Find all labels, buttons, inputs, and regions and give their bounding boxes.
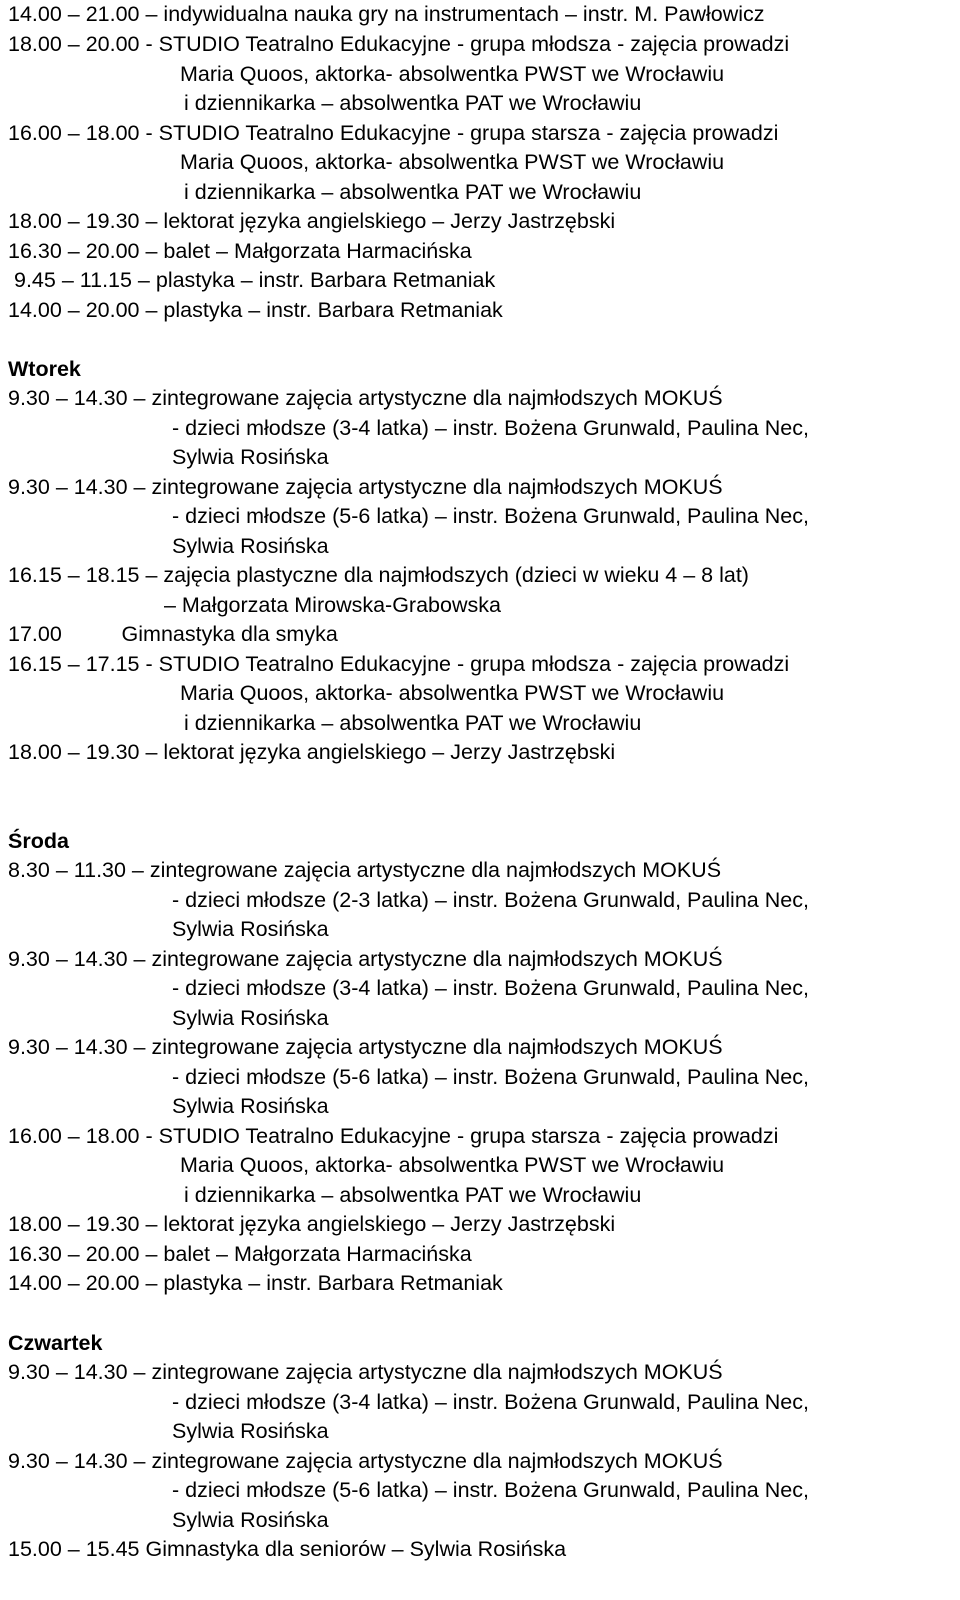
- schedule-line: 16.30 – 20.00 – balet – Małgorzata Harmacińska: [8, 1242, 472, 1266]
- schedule-line-continuation: - dzieci młodsze (5-6 latka) – instr. Bożena Grunwald, Paulina Nec,: [172, 1478, 809, 1502]
- schedule-line-continuation: - dzieci młodsze (3-4 latka) – instr. Bożena Grunwald, Paulina Nec,: [172, 1390, 809, 1414]
- schedule-line-continuation: Sylwia Rosińska: [172, 445, 329, 469]
- schedule-line: 18.00 – 19.30 – lektorat języka angielskiego – Jerzy Jastrzębski: [8, 209, 616, 233]
- schedule-line-continuation: Sylwia Rosińska: [172, 1419, 329, 1443]
- schedule-line: 18.00 – 19.30 – lektorat języka angielskiego – Jerzy Jastrzębski: [8, 1212, 616, 1236]
- schedule-line: 16.00 – 18.00 - STUDIO Teatralno Edukacyjne - grupa starsza - zajęcia prowadzi: [8, 1124, 779, 1148]
- schedule-line: 16.00 – 18.00 - STUDIO Teatralno Edukacyjne - grupa starsza - zajęcia prowadzi: [8, 121, 779, 145]
- schedule-line: 18.00 – 20.00 - STUDIO Teatralno Edukacyjne - grupa młodsza - zajęcia prowadzi: [8, 32, 790, 56]
- schedule-line: 9.30 – 14.30 – zintegrowane zajęcia artystyczne dla najmłodszych MOKUŚ: [8, 1360, 723, 1384]
- schedule-line-continuation: Sylwia Rosińska: [172, 917, 329, 941]
- schedule-line: 14.00 – 20.00 – plastyka – instr. Barbara Retmaniak: [8, 298, 503, 322]
- schedule-line: 16.30 – 20.00 – balet – Małgorzata Harmacińska: [8, 239, 472, 263]
- schedule-line-continuation: - dzieci młodsze (5-6 latka) – instr. Bożena Grunwald, Paulina Nec,: [172, 1065, 809, 1089]
- schedule-line-continuation: i dziennikarka – absolwentka PAT we Wrocławiu: [184, 711, 642, 735]
- schedule-line: 14.00 – 21.00 – indywidualna nauka gry na instrumentach – instr. M. Pawłowicz: [8, 2, 765, 26]
- schedule-line: 9.30 – 14.30 – zintegrowane zajęcia artystyczne dla najmłodszych MOKUŚ: [8, 947, 723, 971]
- schedule-line: 15.00 – 15.45 Gimnastyka dla seniorów – Sylwia Rosińska: [8, 1537, 567, 1561]
- schedule-line: 9.30 – 14.30 – zintegrowane zajęcia artystyczne dla najmłodszych MOKUŚ: [8, 1035, 723, 1059]
- schedule-line-continuation: i dziennikarka – absolwentka PAT we Wrocławiu: [184, 180, 642, 204]
- schedule-line-continuation: Sylwia Rosińska: [172, 1508, 329, 1532]
- schedule-line-continuation: Maria Quoos, aktorka- absolwentka PWST we Wrocławiu: [180, 1153, 725, 1177]
- schedule-line: 14.00 – 20.00 – plastyka – instr. Barbara Retmaniak: [8, 1271, 503, 1295]
- day-heading-wednesday: Środa: [8, 829, 69, 853]
- schedule-line-continuation: – Małgorzata Mirowska-Grabowska: [164, 593, 501, 617]
- schedule-line-continuation: - dzieci młodsze (5-6 latka) – instr. Bożena Grunwald, Paulina Nec,: [172, 504, 809, 528]
- schedule-line: 9.30 – 14.30 – zintegrowane zajęcia artystyczne dla najmłodszych MOKUŚ: [8, 1449, 723, 1473]
- day-heading-tuesday: Wtorek: [8, 357, 81, 381]
- schedule-line-continuation: i dziennikarka – absolwentka PAT we Wrocławiu: [184, 1183, 642, 1207]
- schedule-line-continuation: i dziennikarka – absolwentka PAT we Wrocławiu: [184, 91, 642, 115]
- schedule-line: 9.30 – 14.30 – zintegrowane zajęcia artystyczne dla najmłodszych MOKUŚ: [8, 386, 723, 410]
- schedule-line-continuation: Sylwia Rosińska: [172, 534, 329, 558]
- schedule-line: 17.00 Gimnastyka dla smyka: [8, 622, 338, 646]
- schedule-line-continuation: Maria Quoos, aktorka- absolwentka PWST we Wrocławiu: [180, 62, 725, 86]
- schedule-line: 16.15 – 18.15 – zajęcia plastyczne dla najmłodszych (dzieci w wieku 4 – 8 lat): [8, 563, 749, 587]
- schedule-line-continuation: - dzieci młodsze (3-4 latka) – instr. Bożena Grunwald, Paulina Nec,: [172, 416, 809, 440]
- schedule-line: 8.30 – 11.30 – zintegrowane zajęcia artystyczne dla najmłodszych MOKUŚ: [8, 858, 722, 882]
- schedule-line-continuation: Maria Quoos, aktorka- absolwentka PWST we Wrocławiu: [180, 150, 725, 174]
- schedule-line: 9.30 – 14.30 – zintegrowane zajęcia artystyczne dla najmłodszych MOKUŚ: [8, 475, 723, 499]
- day-heading-thursday: Czwartek: [8, 1331, 103, 1355]
- schedule-line-continuation: - dzieci młodsze (3-4 latka) – instr. Bożena Grunwald, Paulina Nec,: [172, 976, 809, 1000]
- schedule-line: 9.45 – 11.15 – plastyka – instr. Barbara Retmaniak: [14, 268, 496, 292]
- schedule-line-continuation: Sylwia Rosińska: [172, 1006, 329, 1030]
- schedule-line: 18.00 – 19.30 – lektorat języka angielskiego – Jerzy Jastrzębski: [8, 740, 616, 764]
- schedule-line: 16.15 – 17.15 - STUDIO Teatralno Edukacyjne - grupa młodsza - zajęcia prowadzi: [8, 652, 790, 676]
- schedule-line-continuation: Maria Quoos, aktorka- absolwentka PWST we Wrocławiu: [180, 681, 725, 705]
- schedule-line-continuation: Sylwia Rosińska: [172, 1094, 329, 1118]
- schedule-line-continuation: - dzieci młodsze (2-3 latka) – instr. Bożena Grunwald, Paulina Nec,: [172, 888, 809, 912]
